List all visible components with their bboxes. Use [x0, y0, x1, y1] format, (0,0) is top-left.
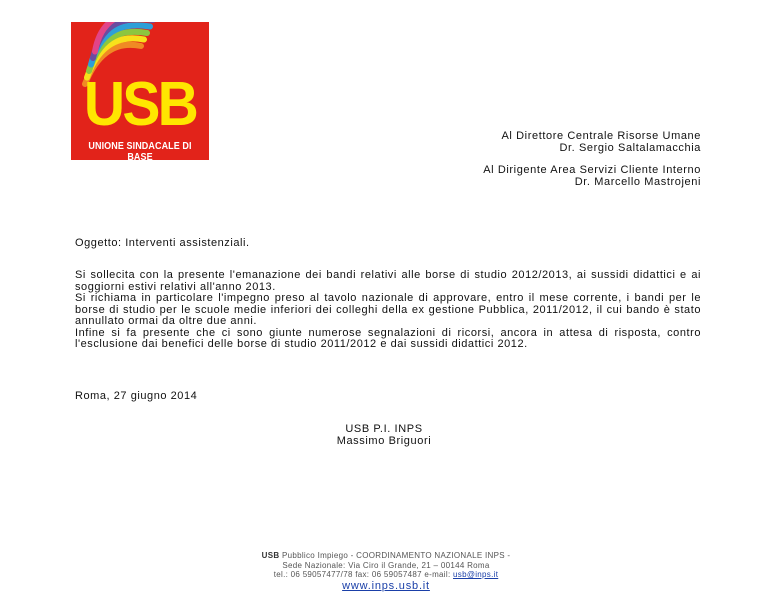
footer-phone-fax: tel.: 06 59057477/78 fax: 06 59057487 e-mail: — [273, 570, 454, 579]
footer-email-link[interactable]: usb@inps.it — [453, 570, 499, 579]
addressee-2-name: Dr. Marcello Mastrojeni — [574, 176, 701, 188]
logo-wordmark: USB — [83, 70, 197, 139]
footer-brand: USB — [261, 551, 280, 560]
addressee-1-title: Al Direttore Centrale Risorse Umane — [501, 130, 701, 142]
addressee-2 — [483, 164, 701, 188]
signature-block — [0, 423, 772, 447]
usb-logo — [71, 22, 209, 160]
footer-line-1 — [0, 551, 772, 561]
addressee-1-name: Dr. Sergio Saltalamacchia — [559, 142, 701, 154]
signature-name: Massimo Briguori — [336, 435, 432, 447]
letter-footer — [0, 551, 772, 593]
letter-subject: Oggetto: Interventi assistenziali. — [75, 237, 250, 249]
letter-body — [75, 270, 701, 351]
letter-date: Roma, 27 giugno 2014 — [75, 390, 198, 402]
addressee-2-title: Al Dirigente Area Servizi Cliente Interno — [483, 164, 701, 176]
body-paragraph-2: Si richiama in particolare l'impegno preso al tavolo nazionale di approvare, entro il mese corrente, i bandi per le borse di studio per le scuole medie inferiori dei colleghi della ex gestione Pubblica, 2011/2012, il cui bando è stato annullato ormai da oltre due anni. — [75, 292, 701, 327]
signature-org: USB P.I. INPS — [345, 423, 423, 435]
footer-website-link[interactable]: www.inps.usb.it — [342, 579, 430, 592]
footer-line-1-text: Pubblico Impiego - COORDINAMENTO NAZIONALE INPS - — [279, 551, 511, 560]
body-paragraph-1: Si sollecita con la presente l'emanazione dei bandi relativi alle borse di studio 2012/2013, ai sussidi didattici e ai soggiorni estivi relativi all'anno 2013. — [75, 269, 701, 293]
body-paragraph-3: Infine si fa presente che ci sono giunte numerose segnalazioni di ricorsi, ancora in attesa di risposta, contro l'esclusione dai benefici delle borse di studio 2011/2012 e dai sussidi didattici 2012. — [75, 326, 701, 350]
addressee-1 — [501, 130, 701, 154]
logo-subtitle: UNIONE SINDACALE DI BASE — [88, 141, 192, 160]
footer-contacts — [0, 570, 772, 580]
footer-address: Sede Nazionale: Via Ciro il Grande, 21 – 00144 Roma — [282, 560, 490, 570]
